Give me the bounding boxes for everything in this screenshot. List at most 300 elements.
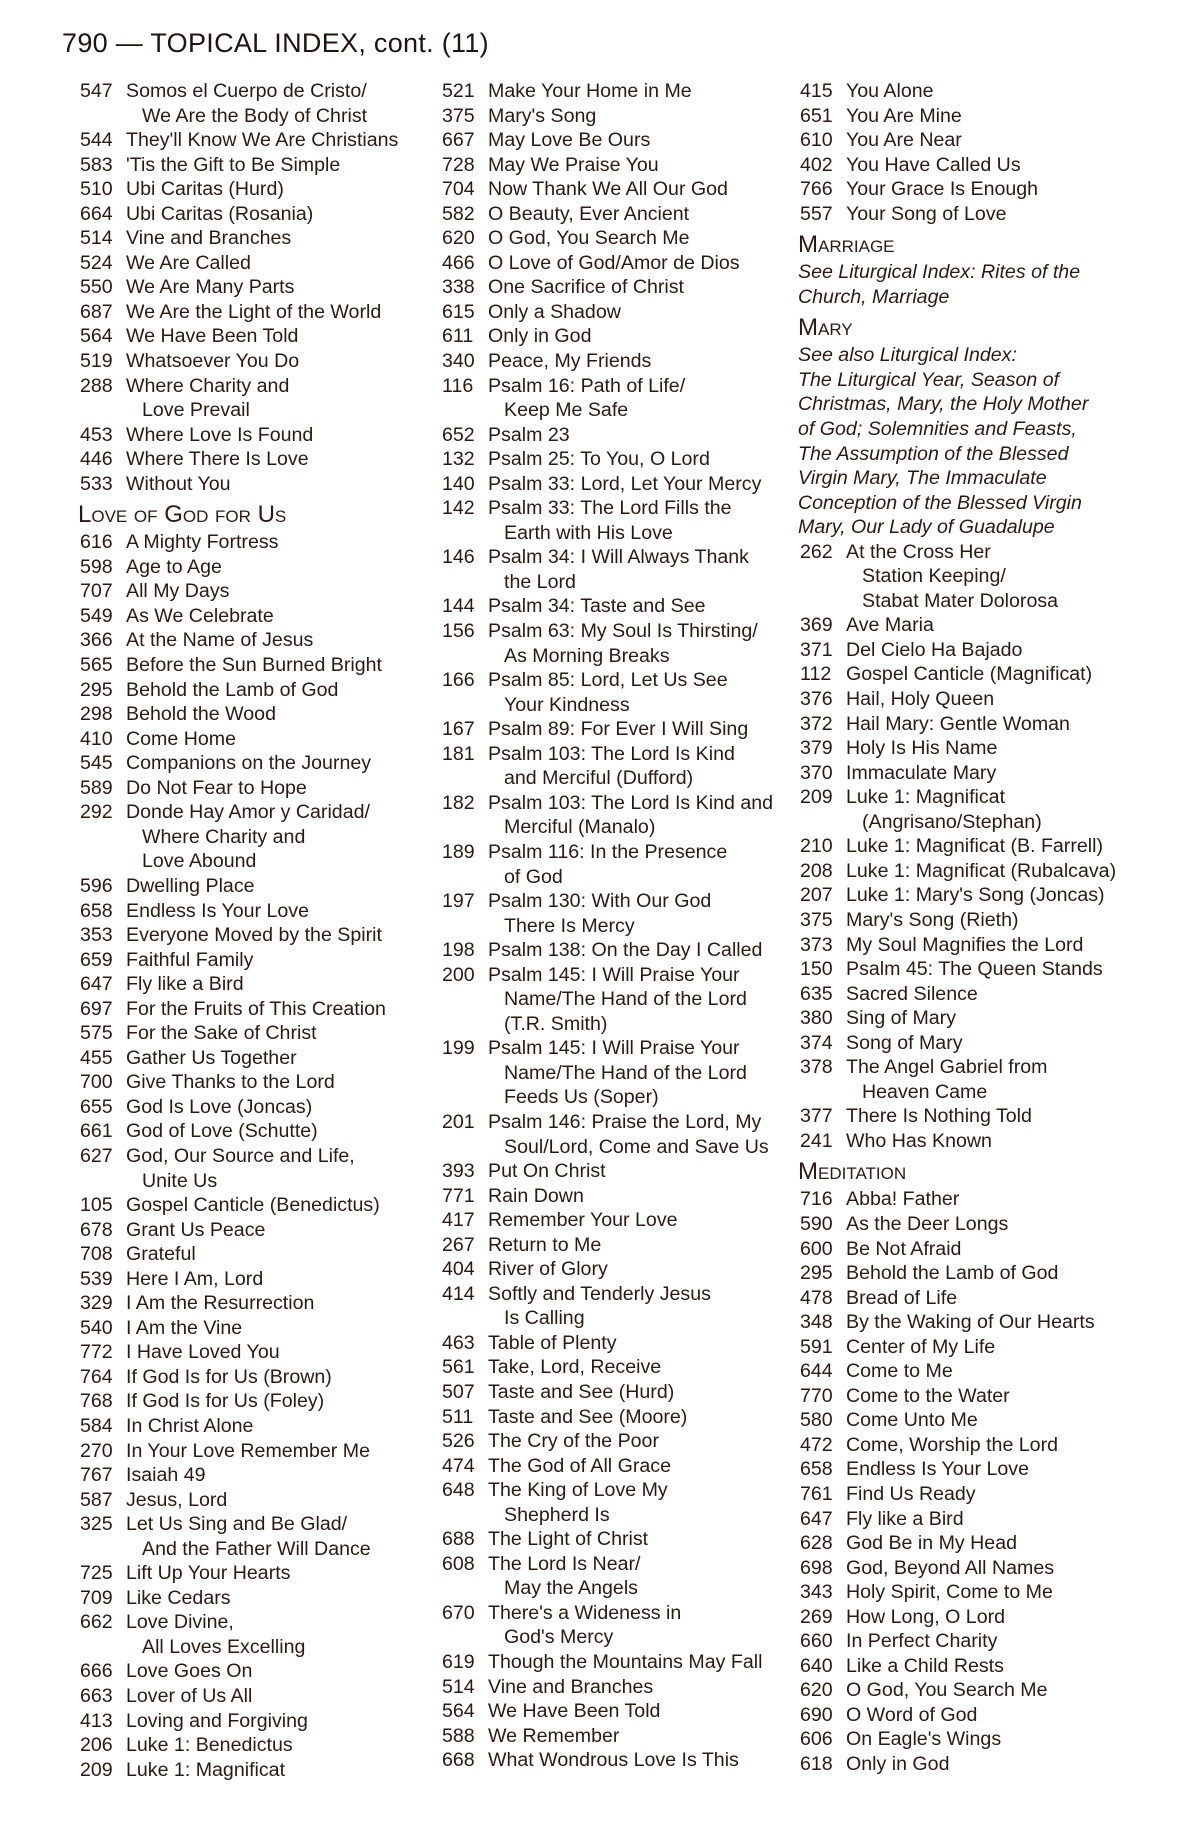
title-line: O God, You Search Me <box>846 1679 1048 1702</box>
hymn-number: 478 <box>800 1286 833 1309</box>
title-line: One Sacrifice of Christ <box>488 276 685 299</box>
hymn-number: 619 <box>442 1651 475 1673</box>
title-line: Now Thank We All Our God <box>488 178 728 201</box>
index-entry <box>800 982 1180 1007</box>
hymn-title <box>126 751 440 776</box>
title-line: Bread of Life <box>846 1286 958 1309</box>
index-entry <box>442 1208 802 1233</box>
index-entry <box>442 1110 802 1159</box>
title-line: Psalm 23 <box>488 423 570 446</box>
title-line: You Alone <box>846 80 934 102</box>
hymn-number: 704 <box>442 178 475 201</box>
title-line: Make Your Home in Me <box>488 80 692 102</box>
hymn-title <box>846 1031 1180 1056</box>
hymn-title <box>126 997 440 1022</box>
hymn-number: 678 <box>80 1218 113 1241</box>
title-line: Psalm 25: To You, O Lord <box>488 448 710 471</box>
index-entry <box>800 1261 1180 1286</box>
index-entry <box>800 1006 1180 1031</box>
hymn-number: 664 <box>80 202 113 225</box>
hymn-number: 698 <box>800 1556 833 1579</box>
hymn-number: 379 <box>800 737 833 760</box>
title-line: Rain Down <box>488 1184 584 1207</box>
index-entry <box>80 678 440 703</box>
hymn-title <box>126 1512 440 1561</box>
note-line: of God; Solemnities and Feasts, <box>798 418 1077 441</box>
index-entry <box>800 1678 1180 1703</box>
title-line: Softly and Tenderly Jesus <box>488 1282 711 1305</box>
index-entry <box>442 1405 802 1430</box>
title-line: You Are Near <box>846 129 962 152</box>
hymn-number: 210 <box>800 835 833 858</box>
hymn-number: 372 <box>800 712 833 735</box>
index-entry <box>442 1724 802 1749</box>
hymn-number: 142 <box>442 497 475 520</box>
hymn-number: 561 <box>442 1356 475 1379</box>
hymn-number: 540 <box>80 1316 113 1339</box>
index-entry <box>80 1316 440 1341</box>
title-line: Psalm 85: Lord, Let Us See <box>488 669 728 692</box>
title-line: God, Beyond All Names <box>846 1556 1055 1579</box>
hymn-title <box>488 1208 802 1233</box>
hymn-number: 640 <box>800 1654 833 1677</box>
hymn-title <box>126 530 440 555</box>
title-continuation: Your Kindness <box>504 693 630 716</box>
hymn-title <box>846 1433 1180 1458</box>
title-line: The Lord Is Near/ <box>488 1552 641 1575</box>
title-line: Psalm 63: My Soul Is Thirsting/ <box>488 620 758 643</box>
index-entry <box>80 653 440 678</box>
title-line: The King of Love My <box>488 1479 668 1502</box>
hymn-title <box>488 1527 802 1552</box>
title-line: Do Not Fear to Hope <box>126 776 307 799</box>
hymn-number: 378 <box>800 1056 833 1079</box>
hymn-number: 620 <box>800 1679 833 1702</box>
index-entry <box>442 1282 802 1331</box>
title-continuation: (Angrisano/Stephan) <box>862 810 1042 833</box>
title-line: Give Thanks to the Lord <box>126 1071 335 1094</box>
hymn-number: 524 <box>80 251 113 274</box>
hymn-title <box>846 908 1180 933</box>
hymn-number: 550 <box>80 276 113 299</box>
title-line: By the Waking of Our Hearts <box>846 1311 1095 1334</box>
index-entry <box>800 1286 1180 1311</box>
hymn-title <box>126 1267 440 1292</box>
title-line: O Love of God/Amor de Dios <box>488 251 740 274</box>
hymn-number: 197 <box>442 890 475 913</box>
hymn-number: 666 <box>80 1660 113 1683</box>
title-continuation: Heaven Came <box>862 1080 988 1103</box>
hymn-title <box>488 840 802 889</box>
title-line: O God, You Search Me <box>488 227 690 250</box>
hymn-title <box>846 1055 1180 1104</box>
title-line: Love Divine, <box>126 1611 234 1634</box>
index-entry <box>80 1119 440 1144</box>
title-line: Fly like a Bird <box>846 1507 964 1530</box>
index-entry <box>800 1187 1180 1212</box>
hymn-number: 269 <box>800 1605 833 1628</box>
hymn-title <box>488 1282 802 1331</box>
title-line: Immaculate Mary <box>846 761 997 784</box>
hymn-title <box>126 1070 440 1095</box>
index-entry <box>80 972 440 997</box>
hymn-title <box>126 1463 440 1488</box>
title-line: Donde Hay Amor y Caridad/ <box>126 801 370 824</box>
index-entry <box>442 275 802 300</box>
hymn-title <box>126 226 440 251</box>
index-entry <box>80 423 440 448</box>
hymn-number: 144 <box>442 595 475 618</box>
title-line: Table of Plenty <box>488 1331 617 1354</box>
hymn-title <box>126 1659 440 1684</box>
index-entry <box>80 374 440 423</box>
hymn-title <box>126 1561 440 1586</box>
title-line: Center of My Life <box>846 1335 996 1358</box>
title-line: Psalm 33: Lord, Let Your Mercy <box>488 472 762 495</box>
hymn-number: 369 <box>800 614 833 637</box>
title-line: Luke 1: Magnificat (Rubalcava) <box>846 859 1117 882</box>
title-line: We Remember <box>488 1724 620 1747</box>
index-entry <box>80 1659 440 1684</box>
title-line: Put On Christ <box>488 1160 606 1183</box>
index-entry <box>800 104 1180 129</box>
hymn-title <box>488 1331 802 1356</box>
title-line: There's a Wideness in <box>488 1601 682 1624</box>
hymn-title <box>846 834 1180 859</box>
hymn-number: 105 <box>80 1194 113 1217</box>
title-line: Gospel Canticle (Magnificat) <box>846 663 1093 686</box>
hymn-number: 660 <box>800 1630 833 1653</box>
title-line: May Love Be Ours <box>488 129 651 152</box>
hymn-number: 146 <box>442 546 475 569</box>
title-continuation: Name/The Hand of the Lord <box>504 1061 747 1084</box>
hymn-title <box>126 555 440 580</box>
title-line: Psalm 45: The Queen Stands <box>846 958 1103 981</box>
index-entry <box>80 1144 440 1193</box>
title-line: Lover of Us All <box>126 1685 253 1707</box>
hymn-number: 565 <box>80 654 113 677</box>
note-line: Virgin Mary, The Immaculate <box>798 467 1047 490</box>
title-line: As the Deer Longs <box>846 1212 1009 1235</box>
index-entry <box>442 742 802 791</box>
title-continuation: the Lord <box>504 570 576 593</box>
title-line: Psalm 138: On the Day I Called <box>488 939 763 962</box>
index-entry <box>80 472 440 497</box>
hymn-title <box>846 1580 1180 1605</box>
hymn-title <box>126 604 440 629</box>
hymn-title <box>846 202 1180 227</box>
title-line: Where Charity and <box>126 374 290 397</box>
hymn-number: 764 <box>80 1365 113 1388</box>
index-entry <box>800 638 1180 663</box>
hymn-number: 241 <box>800 1129 833 1152</box>
index-entry <box>80 1193 440 1218</box>
hymn-title <box>488 447 802 472</box>
hymn-number: 267 <box>442 1233 475 1256</box>
title-line: O Beauty, Ever Ancient <box>488 202 690 225</box>
title-line: There Is Nothing Told <box>846 1105 1032 1128</box>
hymn-title <box>126 1733 440 1758</box>
index-entry <box>80 324 440 349</box>
title-line: Find Us Ready <box>846 1482 976 1505</box>
title-continuation: Shepherd Is <box>504 1503 610 1526</box>
hymn-title <box>126 447 440 472</box>
hymn-title <box>488 374 802 423</box>
index-entry <box>80 1709 440 1734</box>
title-line: Though the Mountains May Fall <box>488 1651 763 1673</box>
index-entry <box>800 1384 1180 1409</box>
hymn-number: 402 <box>800 153 833 176</box>
hymn-number: 668 <box>442 1749 475 1772</box>
hymn-number: 707 <box>80 580 113 603</box>
title-line: The God of All Grace <box>488 1454 671 1477</box>
hymn-title <box>488 668 802 717</box>
title-line: Ubi Caritas (Hurd) <box>126 178 284 201</box>
hymn-title <box>126 472 440 497</box>
hymn-number: 207 <box>800 884 833 907</box>
note-line: Mary, Our Lady of Guadalupe <box>798 516 1055 539</box>
title-continuation: and Merciful (Dufford) <box>504 767 694 790</box>
index-entry <box>800 761 1180 786</box>
hymn-number: 167 <box>442 718 475 741</box>
hymn-number: 466 <box>442 251 475 274</box>
title-line: Abba! Father <box>846 1188 960 1211</box>
page-header: 790 — TOPICAL INDEX, cont. (11) <box>62 28 489 58</box>
title-line: Luke 1: Magnificat <box>126 1758 286 1781</box>
hymn-number: 199 <box>442 1037 475 1060</box>
hymn-number: 376 <box>800 688 833 711</box>
hymn-number: 393 <box>442 1160 475 1183</box>
note-line: Conception of the Blessed Virgin <box>798 491 1082 514</box>
hymn-number: 201 <box>442 1110 475 1133</box>
title-line: Psalm 89: For Ever I Will Sing <box>488 718 749 741</box>
hymn-number: 557 <box>800 202 833 225</box>
hymn-number: 697 <box>80 997 113 1020</box>
hymn-title <box>488 742 802 791</box>
index-entry <box>80 899 440 924</box>
note-line: Christmas, Mary, the Holy Mother <box>798 393 1089 416</box>
index-entry <box>442 1355 802 1380</box>
index-entry <box>80 349 440 374</box>
index-entry <box>80 948 440 973</box>
index-entry <box>442 1748 802 1773</box>
hymn-title <box>488 177 802 202</box>
hymn-title <box>846 883 1180 908</box>
index-entry <box>442 226 802 251</box>
hymn-title <box>488 1355 802 1380</box>
index-entry <box>80 226 440 251</box>
hymn-title <box>488 349 802 374</box>
hymn-number: 716 <box>800 1188 833 1211</box>
hymn-number: 539 <box>80 1267 113 1290</box>
hymn-number: 209 <box>800 786 833 809</box>
hymn-title <box>126 702 440 727</box>
hymn-number: 766 <box>800 178 833 201</box>
title-line: I Am the Resurrection <box>126 1292 315 1315</box>
hymn-number: 772 <box>80 1341 113 1364</box>
hymn-title <box>488 1110 802 1159</box>
index-entry <box>800 1703 1180 1728</box>
hymn-number: 564 <box>80 325 113 348</box>
index-entry <box>442 1257 802 1282</box>
title-continuation: Where Charity and <box>142 825 306 848</box>
hymn-title <box>488 963 802 1037</box>
hymn-title <box>488 128 802 153</box>
title-line: If God Is for Us (Foley) <box>126 1390 325 1413</box>
title-continuation: There Is Mercy <box>504 914 635 937</box>
hymn-number: 373 <box>800 933 833 956</box>
hymn-number: 600 <box>800 1237 833 1260</box>
title-line: In Your Love Remember Me <box>126 1439 370 1462</box>
index-entry <box>800 1605 1180 1630</box>
index-entry <box>80 1340 440 1365</box>
index-entry <box>442 496 802 545</box>
index-entry <box>80 1758 440 1783</box>
title-line: Behold the Lamb of God <box>846 1262 1059 1285</box>
hymn-title <box>126 1439 440 1464</box>
hymn-title <box>488 1748 802 1773</box>
title-line: Return to Me <box>488 1233 602 1256</box>
hymn-number: 587 <box>80 1488 113 1511</box>
title-continuation: Unite Us <box>142 1169 218 1192</box>
hymn-number: 375 <box>442 104 475 127</box>
hymn-number: 620 <box>442 227 475 250</box>
topic-heading: Marriage <box>798 231 895 259</box>
hymn-title <box>126 177 440 202</box>
hymn-number: 353 <box>80 924 113 947</box>
index-entry <box>80 1561 440 1586</box>
hymn-title <box>126 1709 440 1734</box>
hymn-title <box>488 1380 802 1405</box>
hymn-title <box>488 79 802 104</box>
hymn-title <box>488 1405 802 1430</box>
hymn-number: 526 <box>442 1430 475 1453</box>
hymn-title <box>488 1552 802 1601</box>
hymn-number: 414 <box>442 1282 475 1305</box>
hymn-title <box>846 687 1180 712</box>
hymn-title <box>846 1752 1180 1777</box>
hymn-number: 658 <box>800 1458 833 1481</box>
hymn-title <box>846 79 1180 104</box>
index-entry <box>80 1610 440 1659</box>
hymn-number: 651 <box>800 104 833 127</box>
hymn-title <box>126 1684 440 1709</box>
hymn-number: 463 <box>442 1331 475 1354</box>
cross-reference-note <box>798 260 1180 309</box>
note-line: The Assumption of the Blessed <box>798 442 1069 465</box>
cross-reference-note <box>798 343 1180 539</box>
hymn-number: 156 <box>442 620 475 643</box>
hymn-title <box>126 776 440 801</box>
index-entry <box>442 374 802 423</box>
title-line: Only in God <box>846 1753 950 1775</box>
index-entry <box>800 883 1180 908</box>
index-entry <box>442 1454 802 1479</box>
index-entry <box>800 128 1180 153</box>
title-line: Loving and Forgiving <box>126 1709 308 1732</box>
title-line: Lift Up Your Hearts <box>126 1562 291 1585</box>
hymn-number: 288 <box>80 374 113 397</box>
title-line: Psalm 146: Praise the Lord, My <box>488 1110 762 1133</box>
hymn-title <box>126 1389 440 1414</box>
hymn-title <box>846 1507 1180 1532</box>
index-entry <box>80 79 440 128</box>
hymn-title <box>488 1699 802 1724</box>
title-line: I Have Loved You <box>126 1341 280 1364</box>
hymn-number: 348 <box>800 1311 833 1334</box>
hymn-title <box>488 1675 802 1700</box>
title-continuation: Feeds Us (Soper) <box>504 1086 659 1109</box>
index-entry <box>800 1055 1180 1104</box>
hymn-title <box>126 251 440 276</box>
title-line: For the Sake of Christ <box>126 1022 317 1045</box>
title-line: Behold the Wood <box>126 703 276 726</box>
index-entry <box>442 717 802 742</box>
index-entry <box>800 1104 1180 1129</box>
title-line: Psalm 16: Path of Life/ <box>488 374 686 397</box>
hymn-title <box>126 1610 440 1659</box>
title-continuation: Stabat Mater Dolorosa <box>862 589 1059 612</box>
index-entry <box>80 702 440 727</box>
index-entry <box>80 1267 440 1292</box>
hymn-number: 575 <box>80 1022 113 1045</box>
hymn-number: 371 <box>800 638 833 661</box>
hymn-title <box>488 1601 802 1650</box>
title-line: Grateful <box>126 1243 196 1266</box>
hymn-number: 200 <box>442 963 475 986</box>
hymn-title <box>488 300 802 325</box>
index-entry <box>800 1727 1180 1752</box>
index-entry <box>80 1733 440 1758</box>
title-line: Like Cedars <box>126 1586 231 1609</box>
index-entry <box>800 1654 1180 1679</box>
hymn-number: 596 <box>80 874 113 897</box>
title-continuation: of God <box>504 865 563 888</box>
title-continuation: Merciful (Manalo) <box>504 816 656 839</box>
title-line: Let Us Sing and Be Glad/ <box>126 1513 348 1536</box>
hymn-number: 112 <box>800 663 832 686</box>
hymn-title <box>488 938 802 963</box>
hymn-number: 700 <box>80 1071 113 1094</box>
hymn-number: 589 <box>80 776 113 799</box>
hymn-number: 667 <box>442 129 475 152</box>
hymn-number: 610 <box>800 129 833 152</box>
title-line: Only in God <box>488 325 592 348</box>
hymn-number: 298 <box>80 703 113 726</box>
hymn-number: 132 <box>442 448 475 471</box>
hymn-title <box>846 1531 1180 1556</box>
hymn-title <box>488 153 802 178</box>
hymn-title <box>488 202 802 227</box>
hymn-number: 446 <box>80 448 113 471</box>
hymn-title <box>488 619 802 668</box>
title-line: On Eagle's Wings <box>846 1728 1002 1751</box>
hymn-title <box>126 1414 440 1439</box>
hymn-number: 417 <box>442 1209 475 1232</box>
hymn-title <box>126 1242 440 1267</box>
title-line: At the Cross Her <box>846 540 991 563</box>
index-entry <box>80 1512 440 1561</box>
hymn-number: 606 <box>800 1728 833 1751</box>
hymn-number: 725 <box>80 1562 113 1585</box>
hymn-title <box>846 177 1180 202</box>
hymn-number: 652 <box>442 423 475 446</box>
index-entry <box>80 1414 440 1439</box>
hymn-title <box>488 324 802 349</box>
index-entry <box>442 668 802 717</box>
hymn-title <box>488 1159 802 1184</box>
hymn-title <box>846 1335 1180 1360</box>
